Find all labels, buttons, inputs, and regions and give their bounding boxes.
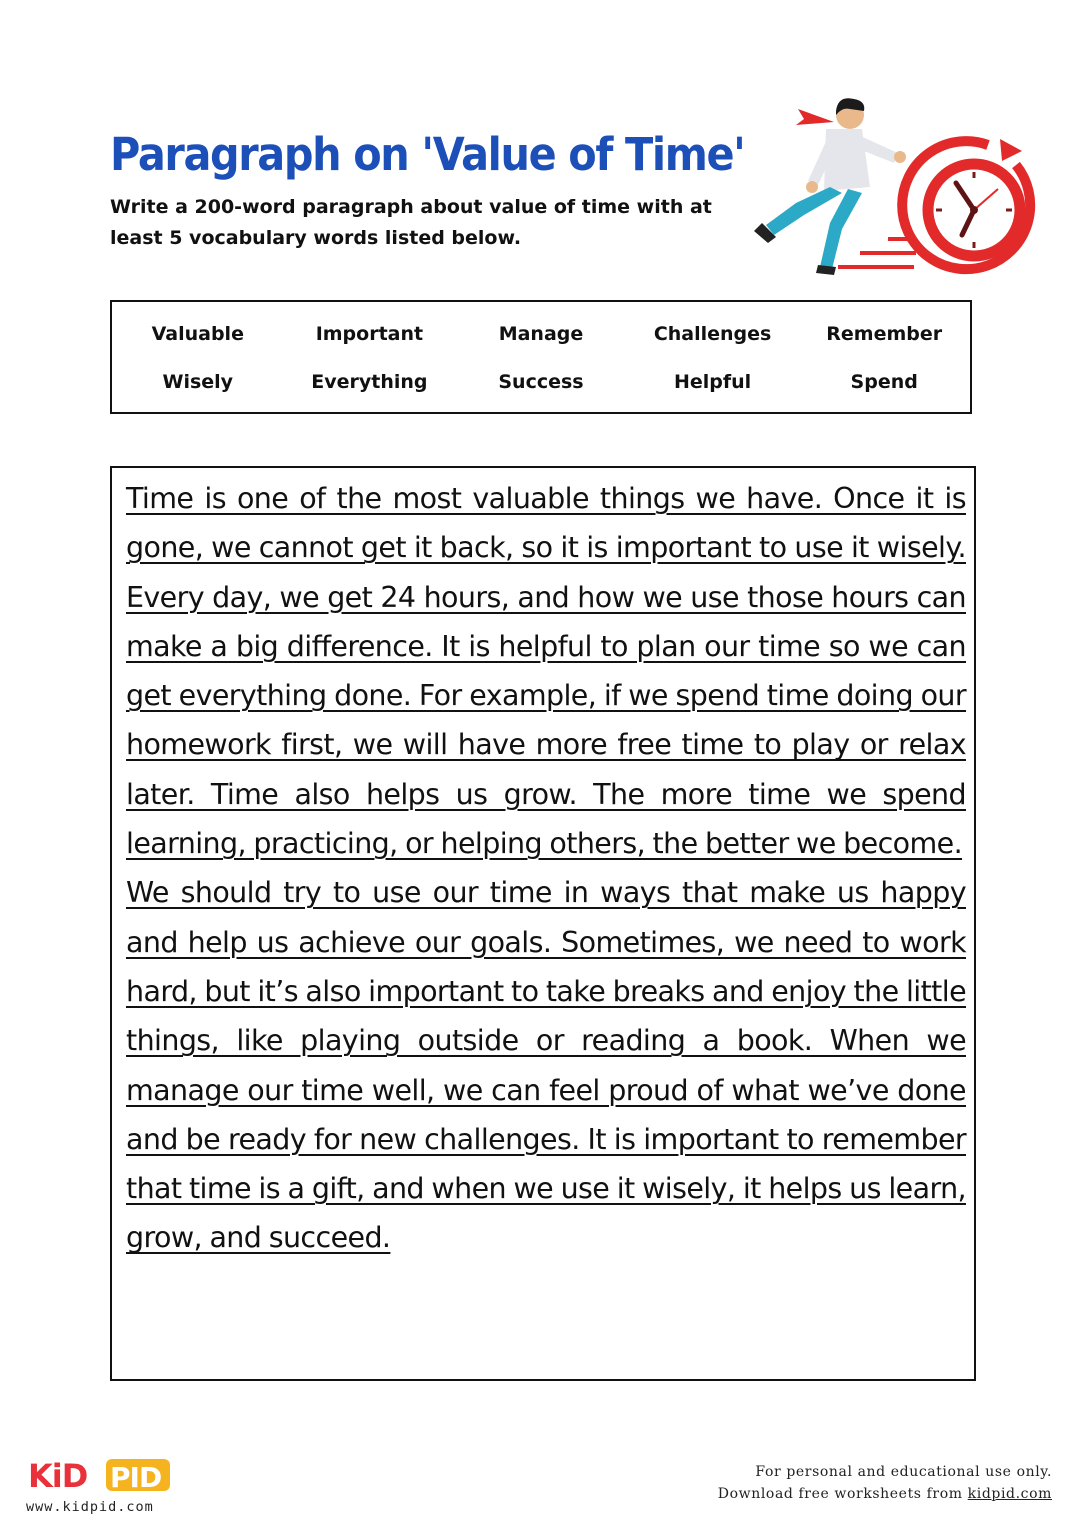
vocab-word: Remember (826, 323, 943, 345)
paragraph-part-1: Time is one of the most valuable things we have. Once it is gone, we cannot get it back, so it is important to use it wisely. Every day, we get 24 hours, and how we use those hours can make a big difference. It is helpful to plan our time so we can get everything done. For example, if we spend time doing our homework first, we will have more free time to play or relax later. Time also helps us grow. The more time we spend learning, practicing, or helping others, the better we become. (126, 482, 966, 861)
kidpid-logo (26, 1453, 176, 1495)
vocab-word: Manage (498, 323, 584, 345)
vocabulary-box (110, 300, 972, 414)
paragraph-part-2: We should try to use our time in ways that make us happy and help us achieve our goals. Sometimes, we need to work hard, but it’s also important to take breaks and enjoy the little things, like playing outside or reading a book. When we manage our time well, we can feel proud of what we’ve done and be ready for new challenges. It is important to remember that time is a gift, and when we use it wisely, it helps us learn, grow, and succeed. (126, 876, 966, 1255)
vocab-word: Helpful (673, 371, 752, 393)
footer-line-1: For personal and educational use only. (755, 1464, 1052, 1480)
footer-line-2-prefix: Download free worksheets from (717, 1486, 968, 1502)
vocabulary-grid (112, 316, 970, 412)
svg-text:KiD: KiD (28, 1457, 88, 1495)
footer-notice (718, 1461, 1052, 1505)
vocab-word: Challenges (653, 323, 772, 345)
footer-line-2 (718, 1483, 1052, 1505)
svg-text:PID: PID (110, 1461, 162, 1494)
vocab-word: Everything (311, 371, 428, 393)
running-man-clock-illustration (738, 95, 1048, 285)
vocab-word: Spend (850, 371, 918, 393)
worksheet-title: Paragraph on 'Value of Time' (110, 128, 745, 181)
website-url: www.kidpid.com (26, 1499, 154, 1515)
vocab-word: Success (498, 371, 584, 393)
kidpid-link[interactable]: kidpid.com (967, 1486, 1052, 1502)
paragraph-box (110, 466, 976, 1381)
alarm-clock-icon (902, 139, 1030, 269)
vocab-word: Wisely (162, 371, 234, 393)
worksheet-instructions: Write a 200-word paragraph about value of time with at least 5 vocabulary words listed below. (110, 196, 712, 249)
sample-paragraph (126, 474, 966, 1263)
vocab-word: Important (315, 323, 424, 345)
vocab-word: Valuable (151, 323, 244, 345)
running-man-icon (754, 98, 916, 275)
